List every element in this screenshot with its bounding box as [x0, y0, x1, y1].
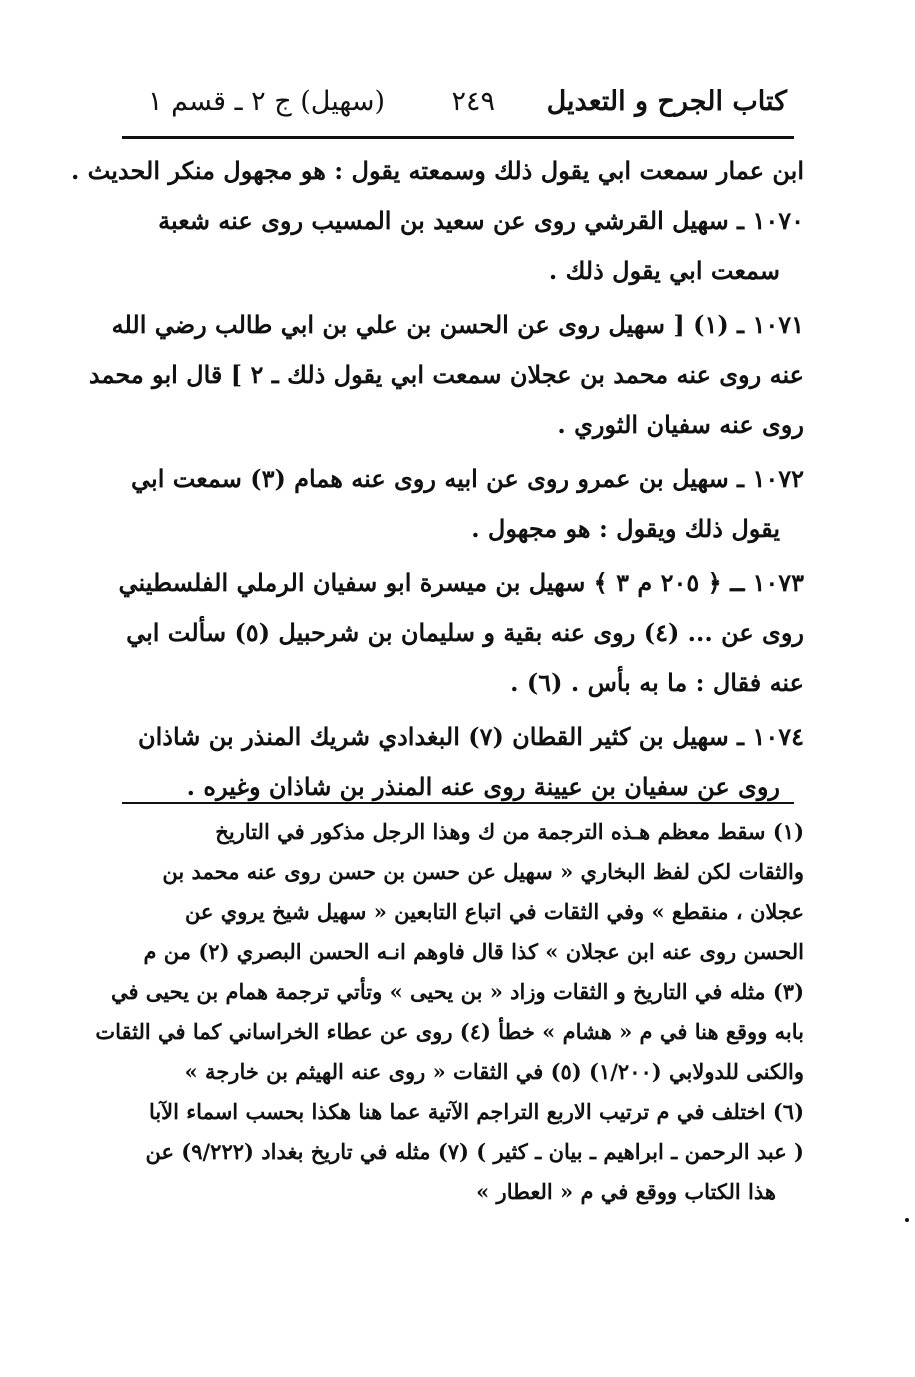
footnote-line: ( عبد الرحمن ـ ابراهيم ـ بيان ـ كثير ) (٧) مثله في تاريخ بغداد (٩/٢٢٢) عن: [145, 1139, 804, 1164]
page-header: [120, 78, 795, 132]
text-line: عنه فقال : ما به بأس . (٦) .: [510, 668, 804, 697]
footnote-line: بابه ووقع هنا في م « هشام » خطأ (٤) روى عن عطاء الخراساني كما في الثقات: [95, 1019, 804, 1044]
entry-1073: ١٠٧٣ ـ ﴿ ٢٠٥ م ٣ ﴾ سهيل بن ميسرة ابو سفيان الرملي الفلسطيني: [118, 568, 804, 597]
footnote-line: (٣) مثله في التاريخ و الثقات وزاد « بن يحيى » وتأتي ترجمة همام بن يحيى في: [110, 979, 804, 1004]
footnote-line: (١) سقط معظم هـذه الترجمة من ك وهذا الرجل مذكور في التاريخ: [215, 819, 804, 844]
book-title: كتاب الجرح و التعديل: [546, 86, 787, 117]
footnote-line: هذا الكتاب ووقع في م « العطار »: [476, 1179, 776, 1204]
text-line: روى عن سفيان بن عيينة روى عنه المنذر بن شاذان وغيره .: [186, 772, 780, 801]
header-rule: [122, 136, 794, 139]
entry-1070: ١٠٧٠ ـ سهيل القرشي روى عن سعيد بن المسيب روى عنه شعبة: [158, 206, 804, 235]
text-line: يقول ذلك ويقول : هو مجهول .: [471, 514, 780, 543]
main-text: [70, 146, 804, 812]
section-label: (سهيل) ج ٢ ـ قسم ١: [148, 86, 385, 117]
page-number: ٢٤٩: [451, 86, 495, 117]
footnote-line: الحسن روى عنه ابن عجلان » كذا قال فاوهم انـه الحسن البصري (٢) من م: [143, 939, 804, 964]
entry-1074: ١٠٧٤ ـ سهيل بن كثير القطان (٧) البغدادي شريك المنذر بن شاذان: [138, 722, 804, 751]
footnote-rule: [122, 802, 794, 804]
entry-1072: ١٠٧٢ ـ سهيل بن عمرو روى عن ابيه روى عنه همام (٣) سمعت ابي: [131, 464, 804, 493]
entry-1071: ١٠٧١ ـ (١) [ سهيل روى عن الحسن بن علي بن ابي طالب رضي الله: [111, 310, 804, 339]
text-line: ابن عمار سمعت ابي يقول ذلك وسمعته يقول : هو مجهول منكر الحديث .: [70, 156, 804, 185]
text-line: سمعت ابي يقول ذلك .: [548, 256, 780, 285]
footnotes: [95, 812, 804, 1212]
text-line: روى عنه سفيان الثوري .: [557, 410, 804, 439]
footnote-line: عجلان ، منقطع » وفي الثقات في اتباع التابعين « سهيل شيخ يروي عن: [184, 899, 804, 924]
footnote-line: والكنى للدولابي (١/٢٠٠) (٥) في الثقات « روى عنه الهيثم بن خارجة »: [184, 1059, 804, 1084]
print-speck: [905, 1218, 909, 1222]
text-line: روى عن ... (٤) روى عنه بقية و سليمان بن شرحبيل (٥) سألت ابي: [126, 618, 804, 647]
footnote-line: (٦) اختلف في م ترتيب الاربع التراجم الآتية عما هنا هكذا بحسب اسماء الآبا: [148, 1099, 804, 1124]
footnote-line: والثقات لكن لفظ البخاري « سهيل عن حسن بن حسن روى عنه محمد بن: [162, 859, 804, 884]
text-line: عنه روى عنه محمد بن عجلان سمعت ابي يقول ذلك ـ ٢ ] قال ابو محمد: [88, 360, 804, 389]
